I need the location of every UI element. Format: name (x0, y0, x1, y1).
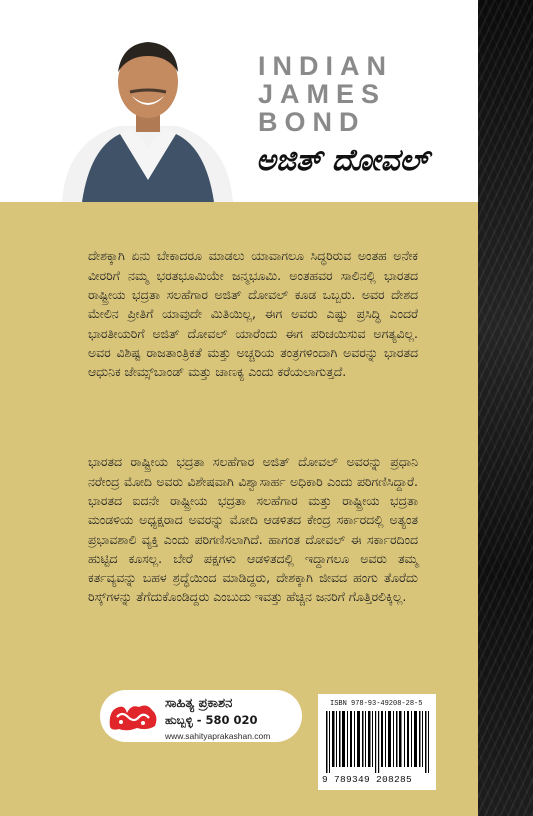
blurb-paragraph-2: ಭಾರತದ ರಾಷ್ಟ್ರೀಯ ಭದ್ರತಾ ಸಲಹೆಗಾರ ಅಜಿತ್ ದೋವಲ್ ಅವರನ್ನು ಪ್ರಧಾನಿ ನರೇಂದ್ರ ಮೋದಿ ಅವರು ವಿಶೇಷವಾಗಿ ವಿಶ್ವಾಸಾರ್ಹ ಅಧಿಕಾರಿ ಎಂದು ಪರಿಗಣಿಸಿದ್ದಾರೆ. ಭಾರತದ ಐದನೇ ರಾಷ್ಟ್ರೀಯ ಭದ್ರತಾ ಸಲಹೆಗಾರ ಮತ್ತು ರಾಷ್ಟ್ರೀಯ ಭದ್ರತಾ ಮಂಡಳಿಯ ಅಧ್ಯಕ್ಷರಾದ ಅವರನ್ನು ಮೋದಿ ಆಡಳಿತದ ಕೇಂದ್ರ ಸರ್ಕಾರದಲ್ಲಿ ಅತ್ಯಂತ ಪ್ರಭಾವಶಾಲಿ ವ್ಯಕ್ತಿ ಎಂದು ಪರಿಗಣಿಸಲಾಗಿದೆ. ಹಾಗಂತ ದೋವಲ್ ಈ ಸರ್ಕಾರದಿಂದ ಹುಟ್ಟಿದ ಕೂಸಲ್ಲ. ಬೇರೆ ಪಕ್ಷಗಳು ಆಡಳಿತದಲ್ಲಿ ಇದ್ದಾಗಲೂ ಅವರು ತಮ್ಮ ಕರ್ತವ್ಯವನ್ನು ಬಹಳ ಶ್ರದ್ಧೆಯಿಂದ ಮಾಡಿದ್ದರು, ದೇಶಕ್ಕಾಗಿ ಜೀವದ ಹಂಗು ತೊರೆದು ರಿಸ್ಕ್‌ಗಳನ್ನು ತೆಗೆದುಕೊಂಡಿದ್ದರು ಎಂಬುದು ಇವತ್ತು ಹೆಚ್ಚಿನ ಜನರಿಗೆ ಗೊತ್ತಿರಲಿಕ್ಕಿಲ್ಲ. (88, 454, 418, 605)
publisher-name: ಸಾಹಿತ್ಯ ಪ್ರಕಾಶನ (165, 696, 233, 711)
title-line-2: JAMES (258, 79, 387, 109)
publisher-logo (107, 702, 159, 732)
author-photo (60, 30, 235, 202)
publisher-city: ಹುಬ್ಬಳ್ಳಿ - 580 020 (165, 713, 258, 727)
title-line-1: INDIAN (258, 51, 393, 81)
spine-texture (478, 0, 533, 816)
isbn-label: ISBN 978-93-49208-28-5 (330, 700, 423, 708)
title-english (258, 52, 393, 136)
blurb-paragraph-1: ದೇಶಕ್ಕಾಗಿ ಏನು ಬೇಕಾದರೂ ಮಾಡಲು ಯಾವಾಗಲೂ ಸಿದ್ಧರಿರುವ ಅಂತಹ ಅನೇಕ ವೀರರಿಗೆ ನಮ್ಮ ಭರತಭೂಮಿಯೇ ಜನ್ಮಭೂಮಿ. ಅಂತಹವರ ಸಾಲಿನಲ್ಲಿ ಭಾರತದ ರಾಷ್ಟ್ರೀಯ ಭದ್ರತಾ ಸಲಹೆಗಾರ ಅಜಿತ್ ದೋವಲ್ ಕೂಡ ಒಬ್ಬರು. ಅವರ ದೇಶದ ಮೇಲಿನ ಪ್ರೀತಿಗೆ ಯಾವುದೇ ಮಿತಿಯಿಲ್ಲ, ಈಗ ಅವರು ಎಷ್ಟು ಪ್ರಸಿದ್ಧಿ ಎಂದರೆ ಭಾರತೀಯರಿಗೆ ಅಜಿತ್ ದೋವಲ್ ಯಾರೆಂದು ಈಗ ಪರಿಚಯಿಸುವ ಅಗತ್ಯವಿಲ್ಲ. ಅವರ ವಿಶಿಷ್ಟ ರಾಜತಾಂತ್ರಿಕತೆ ಮತ್ತು ಅಚ್ಚರಿಯ ತಂತ್ರಗಳಿಂದಾಗಿ ಅವರನ್ನು ಭಾರತದ ಆಧುನಿಕ ಜೇಮ್ಸ್‌ಬಾಂಡ್ ಮತ್ತು ಚಾಣಕ್ಯ ಎಂದು ಕರೆಯಲಾಗುತ್ತದೆ. (88, 248, 418, 380)
isbn-digits: 9 789349 208285 (322, 774, 413, 785)
publisher-website: www.sahityaprakashan.com (165, 731, 271, 741)
title-kannada: ಅಜಿತ್ ದೋವಲ್ (256, 143, 429, 178)
barcode-bars (326, 711, 430, 773)
title-line-3: BOND (258, 107, 366, 137)
